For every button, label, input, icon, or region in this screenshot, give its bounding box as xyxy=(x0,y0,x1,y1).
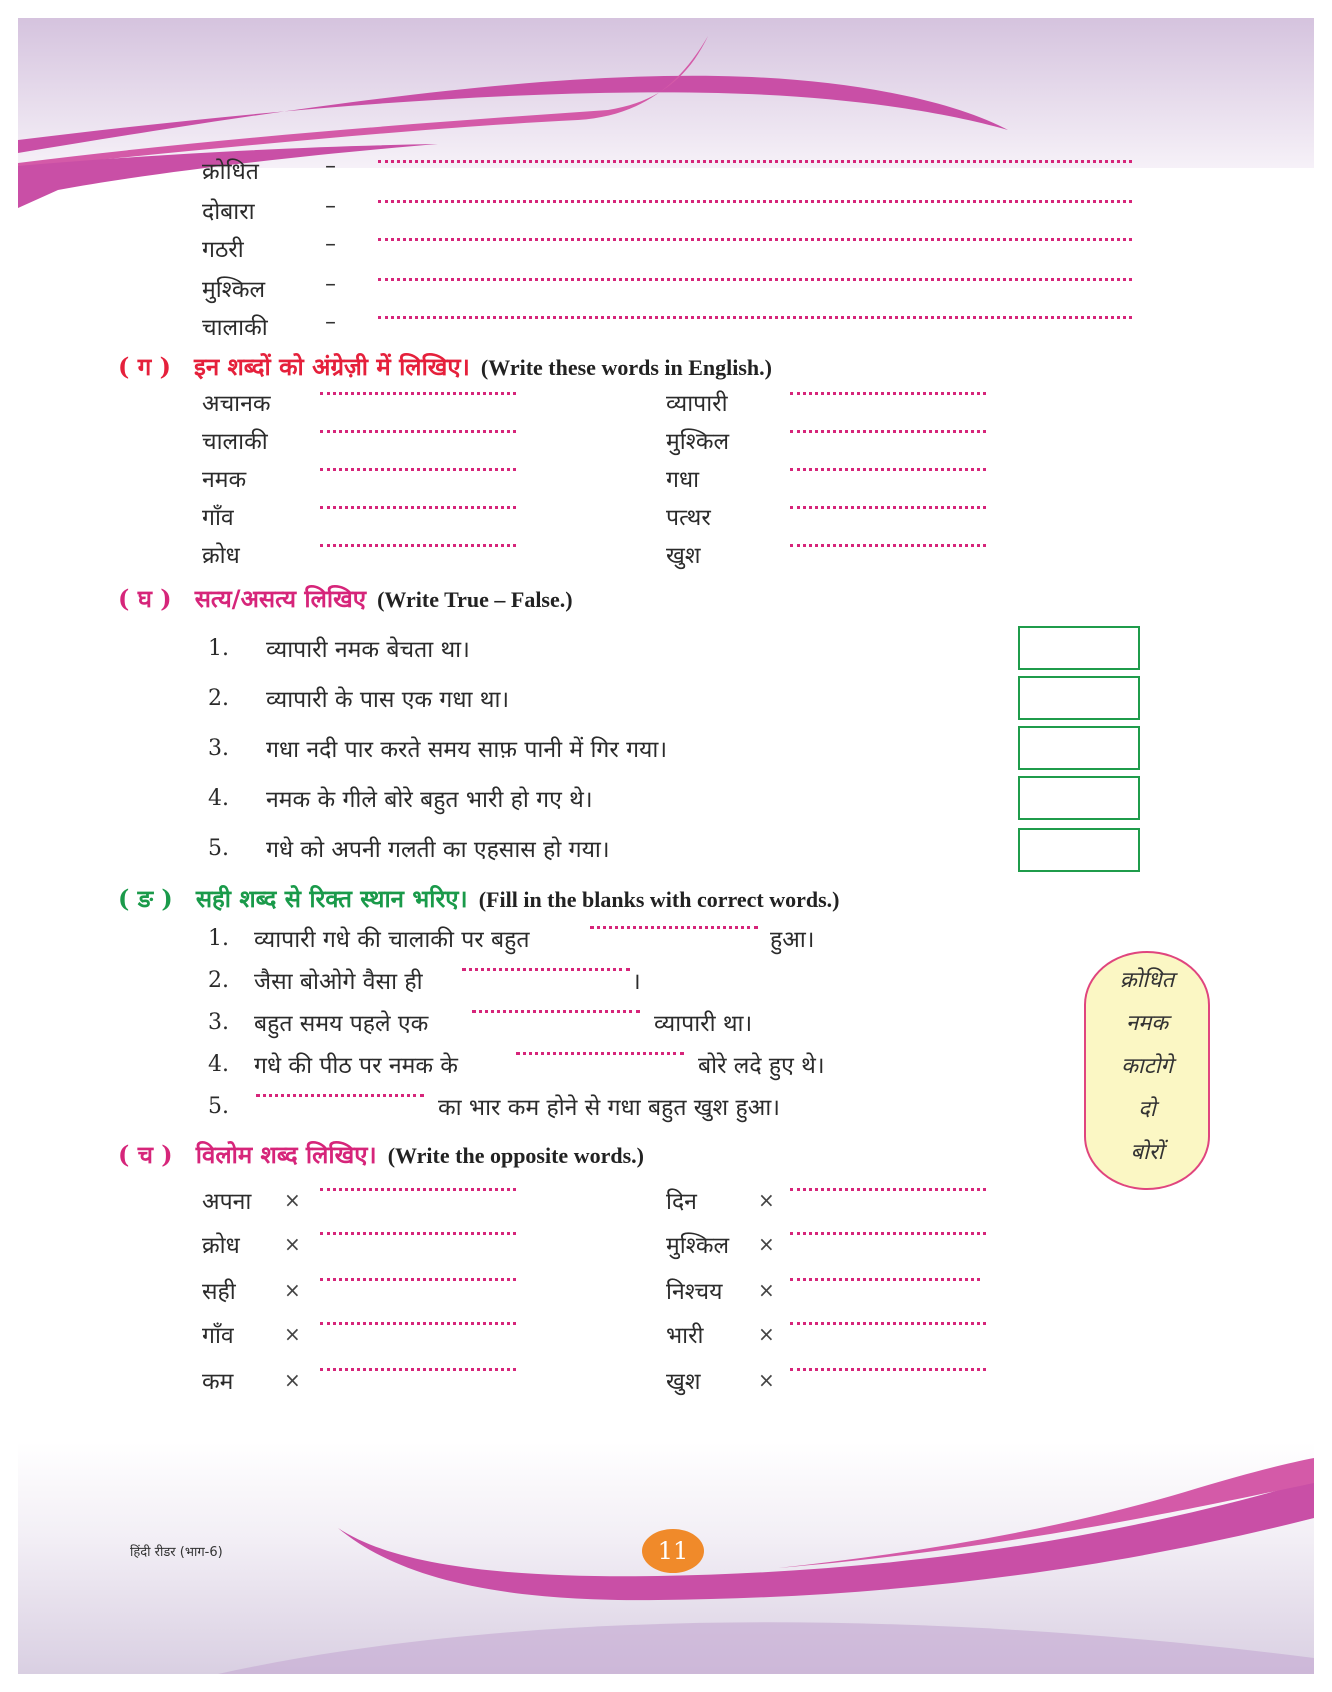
fill-before-1: व्यापारी गधे की चालाकी पर बहुत xyxy=(254,927,530,953)
fill-blank[interactable] xyxy=(590,926,758,929)
fill-blank[interactable] xyxy=(462,968,630,971)
fill-after-3: व्यापारी था। xyxy=(654,1011,753,1037)
cross-symbol: × xyxy=(284,1232,301,1256)
cha-right-word-1: दिन xyxy=(666,1189,697,1215)
answer-blank[interactable] xyxy=(790,1188,986,1191)
fill-number-4: 4. xyxy=(208,1052,229,1077)
fill-number-5: 5. xyxy=(208,1094,229,1119)
header-swoosh-decoration xyxy=(18,18,1314,218)
tf-number-2: 2. xyxy=(208,686,229,711)
cross-symbol: × xyxy=(758,1368,775,1392)
answer-blank[interactable] xyxy=(790,430,986,433)
answer-blank[interactable] xyxy=(790,1232,986,1235)
answer-blank[interactable] xyxy=(320,1278,516,1281)
section-english: (Write True – False.) xyxy=(377,587,573,612)
cross-symbol: × xyxy=(758,1322,775,1346)
answer-blank[interactable] xyxy=(320,1232,516,1235)
fill-after-2: । xyxy=(632,969,641,995)
top-list-word-4: मुश्किल xyxy=(202,277,266,303)
tf-statement-4: नमक के गीले बोरे बहुत भारी हो गए थे। xyxy=(266,787,593,813)
fill-blank[interactable] xyxy=(472,1010,640,1013)
answer-blank[interactable] xyxy=(320,544,516,547)
word-bank-item: काटोगे xyxy=(1121,1054,1173,1079)
ga-left-word-3: नमक xyxy=(202,467,247,493)
fill-number-3: 3. xyxy=(208,1010,229,1035)
cross-symbol: × xyxy=(284,1278,301,1302)
ga-left-word-1: अचानक xyxy=(202,391,271,417)
top-list-word-3: गठरी xyxy=(202,237,244,263)
answer-blank[interactable] xyxy=(320,506,516,509)
fill-before-4: गधे की पीठ पर नमक के xyxy=(254,1053,458,1079)
answer-blank[interactable] xyxy=(320,1368,516,1371)
tf-statement-3: गधा नदी पार करते समय साफ़ पानी में गिर गया। xyxy=(266,737,668,763)
answer-blank[interactable] xyxy=(790,544,986,547)
cha-right-word-3: निश्चय xyxy=(666,1279,723,1305)
tf-number-4: 4. xyxy=(208,786,229,811)
word-bank-item: नमक xyxy=(1125,1011,1169,1036)
answer-blank[interactable] xyxy=(790,468,986,471)
ga-right-word-1: व्यापारी xyxy=(666,391,728,417)
cross-symbol: × xyxy=(284,1322,301,1346)
ga-left-word-2: चालाकी xyxy=(202,429,268,455)
ga-right-word-3: गधा xyxy=(666,467,700,493)
tf-number-1: 1. xyxy=(208,636,229,661)
section-gha-heading xyxy=(118,582,573,615)
book-title-footer: हिंदी रीडर (भाग-6) xyxy=(130,1545,223,1560)
answer-blank[interactable] xyxy=(378,316,1132,319)
section-label: ( घ ) xyxy=(118,584,172,613)
fill-before-3: बहुत समय पहले एक xyxy=(254,1011,429,1037)
cha-right-word-4: भारी xyxy=(666,1323,704,1349)
section-english: (Fill in the blanks with correct words.) xyxy=(478,887,840,912)
answer-blank[interactable] xyxy=(320,1322,516,1325)
answer-blank[interactable] xyxy=(320,468,516,471)
ga-left-word-4: गाँव xyxy=(202,505,234,531)
top-list-word-5: चालाकी xyxy=(202,315,268,341)
tf-statement-1: व्यापारी नमक बेचता था। xyxy=(266,637,470,663)
answer-blank[interactable] xyxy=(320,392,516,395)
fill-blank[interactable] xyxy=(256,1094,424,1097)
answer-blank[interactable] xyxy=(790,1322,986,1325)
worksheet-page xyxy=(18,18,1314,1674)
fill-after-4: बोरे लदे हुए थे। xyxy=(698,1053,825,1079)
top-list-word-1: क्रोधित xyxy=(202,159,259,185)
word-bank-item: क्रोधित xyxy=(1119,968,1175,993)
cross-symbol: × xyxy=(284,1188,301,1212)
fill-after-5: का भार कम होने से गधा बहुत खुश हुआ। xyxy=(438,1095,780,1121)
cross-symbol: × xyxy=(758,1278,775,1302)
section-title: सही शब्द से रिक्त स्थान भरिए। xyxy=(195,885,468,913)
true-false-box[interactable] xyxy=(1018,626,1140,670)
fill-number-1: 1. xyxy=(208,926,229,951)
answer-blank[interactable] xyxy=(378,160,1132,163)
true-false-box[interactable] xyxy=(1018,776,1140,820)
fill-after-1: हुआ। xyxy=(770,927,815,953)
top-list-dash-4: – xyxy=(325,272,336,297)
word-bank-item: बोरों xyxy=(1130,1140,1164,1165)
section-label: ( ङ ) xyxy=(118,884,173,913)
section-nga-heading xyxy=(118,882,839,915)
cha-left-word-3: सही xyxy=(202,1279,236,1305)
word-bank-item: दो xyxy=(1138,1097,1156,1122)
section-title: विलोम शब्द लिखिए। xyxy=(195,1141,377,1169)
section-english: (Write these words in English.) xyxy=(480,355,772,380)
cha-left-word-5: कम xyxy=(202,1369,234,1395)
ga-right-word-4: पत्थर xyxy=(666,505,711,531)
answer-blank[interactable] xyxy=(320,430,516,433)
cha-right-word-2: मुश्किल xyxy=(666,1233,730,1259)
cross-symbol: × xyxy=(284,1368,301,1392)
cha-right-word-5: खुश xyxy=(666,1369,701,1395)
top-list-dash-3: – xyxy=(325,232,336,257)
cross-symbol: × xyxy=(758,1188,775,1212)
true-false-box[interactable] xyxy=(1018,828,1140,872)
tf-number-5: 5. xyxy=(208,836,229,861)
fill-before-2: जैसा बोओगे वैसा ही xyxy=(254,969,423,995)
answer-blank[interactable] xyxy=(378,200,1132,203)
ga-left-word-5: क्रोध xyxy=(202,543,240,569)
answer-blank[interactable] xyxy=(378,278,1132,281)
cross-symbol: × xyxy=(758,1232,775,1256)
top-list-word-2: दोबारा xyxy=(202,199,255,225)
answer-blank[interactable] xyxy=(320,1188,516,1191)
section-english: (Write the opposite words.) xyxy=(387,1143,644,1168)
section-cha-heading xyxy=(118,1138,644,1171)
fill-number-2: 2. xyxy=(208,968,229,993)
answer-blank[interactable] xyxy=(790,392,986,395)
word-bank xyxy=(1086,953,1208,1188)
answer-blank[interactable] xyxy=(790,1278,980,1281)
answer-blank[interactable] xyxy=(790,506,986,509)
top-list-dash-2: – xyxy=(325,194,336,219)
answer-blank[interactable] xyxy=(790,1368,986,1371)
cha-left-word-2: क्रोध xyxy=(202,1233,240,1259)
page-number-badge: 11 xyxy=(642,1529,704,1573)
tf-number-3: 3. xyxy=(208,736,229,761)
section-label: ( च ) xyxy=(118,1140,173,1169)
top-list-dash-5: – xyxy=(325,310,336,335)
tf-statement-5: गधे को अपनी गलती का एहसास हो गया। xyxy=(266,837,610,863)
section-title: इन शब्दों को अंग्रेज़ी में लिखिए। xyxy=(194,353,470,381)
section-ga-heading xyxy=(118,350,772,383)
ga-right-word-5: खुश xyxy=(666,543,701,569)
tf-statement-2: व्यापारी के पास एक गधा था। xyxy=(266,687,510,713)
section-label: ( ग ) xyxy=(118,352,171,381)
true-false-box[interactable] xyxy=(1018,726,1140,770)
fill-blank[interactable] xyxy=(516,1052,684,1055)
answer-blank[interactable] xyxy=(378,238,1132,241)
cha-left-word-1: अपना xyxy=(202,1189,252,1215)
cha-left-word-4: गाँव xyxy=(202,1323,234,1349)
ga-right-word-2: मुश्किल xyxy=(666,429,730,455)
true-false-box[interactable] xyxy=(1018,676,1140,720)
section-title: सत्य/असत्य लिखिए xyxy=(194,585,366,613)
top-list-dash-1: – xyxy=(325,154,336,179)
